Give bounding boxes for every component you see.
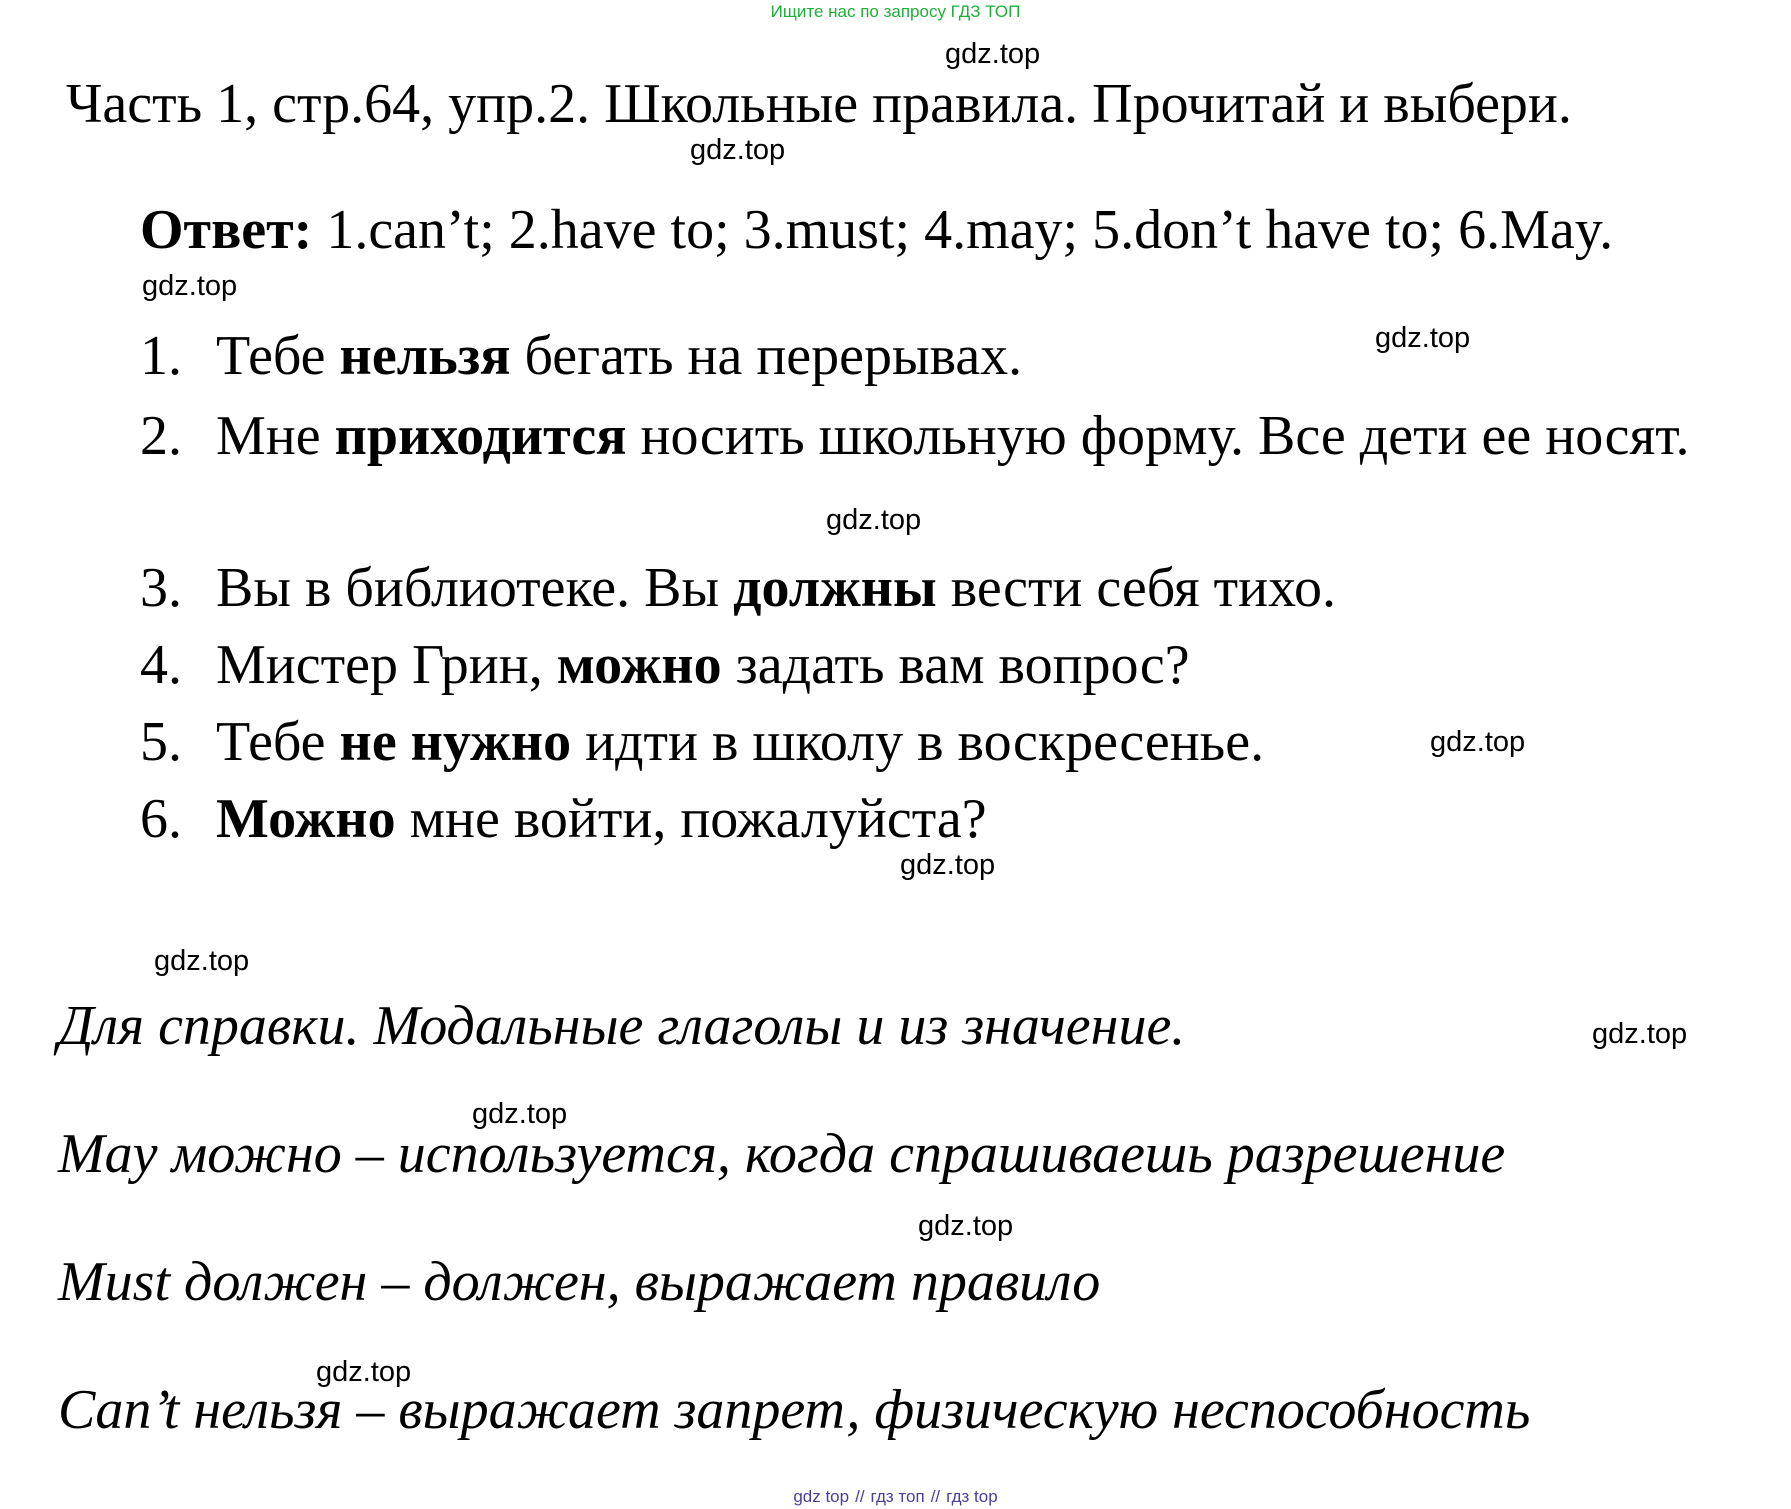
text-after: бегать на перерывах. (510, 325, 1023, 387)
list-item-text (216, 710, 1264, 774)
answer-text: 1.can’t; 2.have to; 3.must; 4.may; 5.don’t have to; 6.May. (312, 199, 1614, 261)
watermark: gdz.top (918, 1210, 1014, 1242)
watermark: gdz.top (945, 38, 1041, 70)
reference-line-must: Must должен – должен, выражает правило (58, 1251, 1101, 1313)
watermark: gdz.top (316, 1356, 412, 1388)
bold-word: приходится (334, 405, 627, 467)
footer-link[interactable]: gdz top (793, 1487, 850, 1506)
top-banner[interactable]: Ищите нас по запросу ГДЗ ТОП (770, 2, 1021, 21)
footer-link[interactable]: гдз топ (870, 1487, 925, 1506)
list-item-number: 4. (140, 634, 182, 696)
footer-links (0, 1487, 1791, 1507)
footer-separator: // (855, 1487, 865, 1506)
reference-heading: Для справки. Модальные глаголы и из значение. (58, 995, 1186, 1057)
watermark: gdz.top (900, 849, 996, 881)
text-before: Вы в библиотеке. Вы (216, 557, 734, 619)
bold-word: должны (733, 557, 937, 619)
reference-line-may: May можно – используется, когда спрашиваешь разрешение (58, 1123, 1506, 1185)
list-item-text (216, 398, 1791, 475)
watermark: gdz.top (1592, 1018, 1688, 1050)
list-item-number: 2. (140, 405, 182, 467)
text-after: мне войти, пожалуйста? (395, 788, 987, 850)
list-item-number: 5. (140, 711, 182, 773)
text-after: задать вам вопрос? (721, 634, 1190, 696)
text-before: Тебе (216, 325, 340, 387)
answer-label: Ответ: (140, 199, 313, 261)
text-before: Тебе (216, 711, 340, 773)
list-item-text (216, 324, 1022, 388)
bold-word: можно (556, 634, 722, 696)
text-after: носить школьную форму. Все дети ее носят. (626, 405, 1690, 467)
watermark: gdz.top (1430, 726, 1526, 758)
text-before: Мистер Грин, (216, 634, 557, 696)
bold-word: нельзя (339, 325, 511, 387)
bold-word: Можно (216, 788, 396, 850)
list-item-text (216, 787, 987, 851)
page-title: Часть 1, стр.64, упр.2. Школьные правила. Прочитай и выбери. (66, 73, 1572, 135)
list-item-number: 1. (140, 325, 182, 387)
footer-separator: // (930, 1487, 941, 1506)
watermark: gdz.top (472, 1098, 568, 1130)
watermark: gdz.top (826, 504, 922, 536)
text-after: вести себя тихо. (936, 557, 1336, 619)
watermark: gdz.top (142, 270, 238, 302)
footer-link[interactable]: гдз top (946, 1487, 998, 1506)
reference-line-cant: Can’t нельзя – выражает запрет, физическую неспособность (58, 1379, 1531, 1441)
bold-word: не нужно (339, 711, 572, 773)
list-item-number: 3. (140, 557, 182, 619)
list-item-number: 6. (140, 788, 182, 850)
watermark: gdz.top (1375, 322, 1471, 354)
list-item-text (216, 556, 1336, 620)
watermark: gdz.top (154, 945, 250, 977)
watermark: gdz.top (690, 134, 786, 166)
text-after: идти в школу в воскресенье. (571, 711, 1265, 773)
text-before: Мне (216, 405, 335, 467)
answer-line (140, 198, 1613, 262)
list-item-text (216, 633, 1190, 697)
